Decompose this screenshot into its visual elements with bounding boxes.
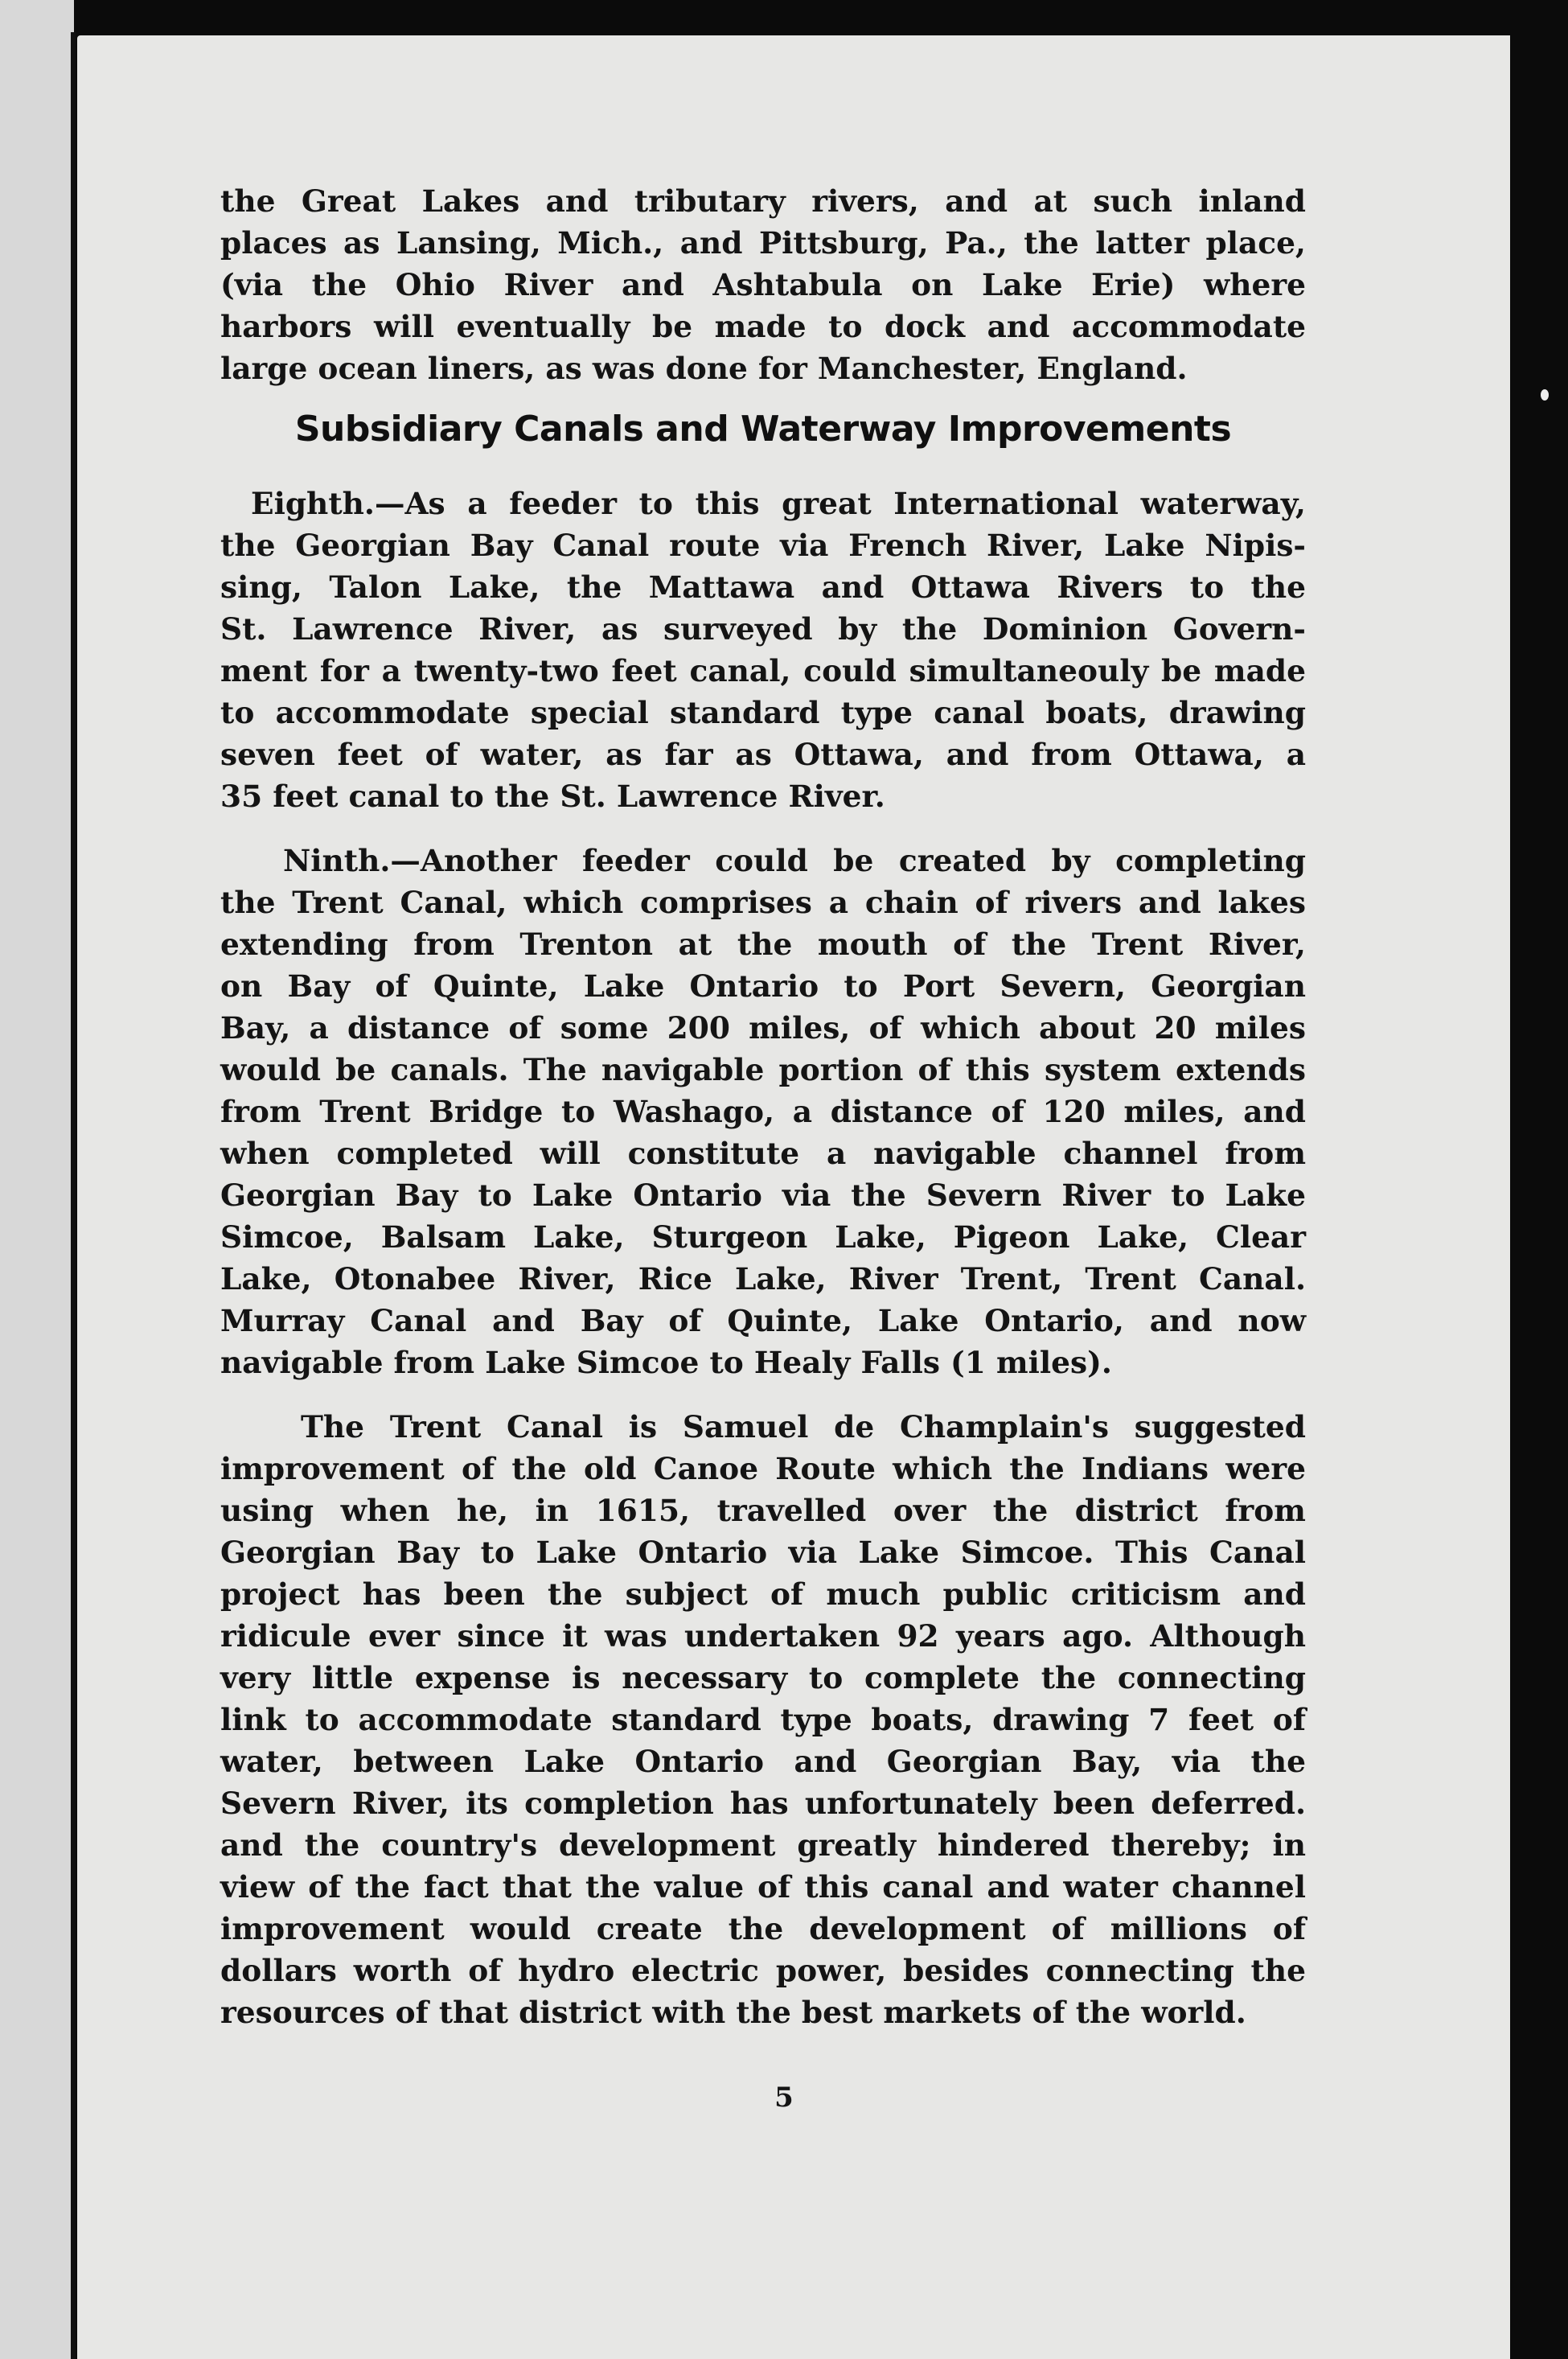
text-line: Murray Canal and Bay of Quinte, Lake Ontario, and now bbox=[220, 1303, 1306, 1338]
text-line: seven feet of water, as far as Ottawa, and from Ottawa, a bbox=[220, 737, 1306, 772]
scan-speck bbox=[1541, 389, 1549, 401]
text-line: 35 feet canal to the St. Lawrence River. bbox=[220, 779, 885, 814]
page-binding-edge bbox=[71, 32, 76, 2359]
text-line: from Trent Bridge to Washago, a distance of 120 miles, and bbox=[220, 1094, 1306, 1129]
text-line: view of the fact that the value of this canal and water channel bbox=[220, 1869, 1306, 1905]
trent-paragraph bbox=[220, 1406, 1306, 2033]
text-line: the Great Lakes and tributary rivers, and at such inland bbox=[220, 183, 1306, 219]
text-line: Severn River, its completion has unfortunately been deferred. bbox=[220, 1786, 1306, 1821]
ninth-lines bbox=[220, 840, 1306, 1383]
text-line: on Bay of Quinte, Lake Ontario to Port Severn, Georgian bbox=[220, 968, 1306, 1004]
text-line: to accommodate special standard type canal boats, drawing bbox=[220, 695, 1306, 730]
text-line: using when he, in 1615, travelled over the district from bbox=[220, 1493, 1306, 1528]
text-line: Simcoe, Balsam Lake, Sturgeon Lake, Pigeon Lake, Clear bbox=[220, 1219, 1306, 1255]
text-line: navigable from Lake Simcoe to Healy Falls (1 miles). bbox=[220, 1345, 1112, 1380]
text-line: would be canals. The navigable portion of this system extends bbox=[220, 1052, 1306, 1087]
text-line: very little expense is necessary to complete the connecting bbox=[220, 1660, 1306, 1695]
text-line: ment for a twenty-two feet canal, could simultaneouly be made bbox=[220, 653, 1306, 688]
text-line: project has been the subject of much public criticism and bbox=[220, 1576, 1306, 1612]
section-heading: Subsidiary Canals and Waterway Improvements bbox=[294, 409, 1232, 450]
text-line: resources of that district with the best markets of the world. bbox=[220, 1995, 1246, 2030]
text-line: the Georgian Bay Canal route via French River, Lake Nipis- bbox=[220, 528, 1306, 563]
text-line: (via the Ohio River and Ashtabula on Lake Erie) where bbox=[220, 267, 1306, 302]
text-line: St. Lawrence River, as surveyed by the Dominion Govern- bbox=[220, 611, 1306, 647]
trent-lines bbox=[220, 1406, 1306, 2033]
text-line: Georgian Bay to Lake Ontario via the Severn River to Lake bbox=[220, 1177, 1306, 1213]
text-line: and the country's development greatly hindered thereby; in bbox=[220, 1827, 1306, 1863]
text-line: the Trent Canal, which comprises a chain of rivers and lakes bbox=[220, 885, 1306, 920]
text-line: Ninth.—Another feeder could be created by completing bbox=[283, 843, 1306, 878]
text-line: improvement of the old Canoe Route which the Indians were bbox=[220, 1451, 1306, 1486]
text-line: when completed will constitute a navigable channel from bbox=[220, 1136, 1306, 1171]
text-line: sing, Talon Lake, the Mattawa and Ottawa Rivers to the bbox=[220, 569, 1306, 605]
ninth-paragraph bbox=[220, 840, 1306, 1383]
scan-left-margin bbox=[0, 0, 74, 2359]
text-line: The Trent Canal is Samuel de Champlain's suggested bbox=[301, 1409, 1306, 1445]
text-line: water, between Lake Ontario and Georgian Bay, via the bbox=[220, 1744, 1306, 1779]
text-line: extending from Trenton at the mouth of the Trent River, bbox=[220, 927, 1306, 962]
text-line: Georgian Bay to Lake Ontario via Lake Simcoe. This Canal bbox=[220, 1535, 1306, 1570]
intro-paragraph bbox=[220, 180, 1306, 389]
text-line: Lake, Otonabee River, Rice Lake, River Trent, Trent Canal. bbox=[220, 1261, 1306, 1297]
intro-lines bbox=[220, 180, 1306, 389]
text-line: places as Lansing, Mich., and Pittsburg, Pa., the latter place, bbox=[220, 225, 1306, 261]
text-line: link to accommodate standard type boats, drawing 7 feet of bbox=[220, 1702, 1306, 1737]
eighth-lines bbox=[220, 483, 1306, 817]
text-line: improvement would create the development of millions of bbox=[220, 1911, 1306, 1946]
text-line: large ocean liners, as was done for Manchester, England. bbox=[220, 351, 1188, 386]
text-line: ridicule ever since it was undertaken 92 years ago. Although bbox=[220, 1618, 1306, 1654]
text-line: harbors will eventually be made to dock and accommodate bbox=[220, 309, 1306, 344]
eighth-paragraph bbox=[220, 483, 1306, 817]
text-line: Eighth.—As a feeder to this great International waterway, bbox=[251, 486, 1306, 521]
page-number: 5 bbox=[774, 2082, 794, 2114]
text-line: Bay, a distance of some 200 miles, of which about 20 miles bbox=[220, 1010, 1306, 1046]
text-line: dollars worth of hydro electric power, besides connecting the bbox=[220, 1953, 1306, 1988]
